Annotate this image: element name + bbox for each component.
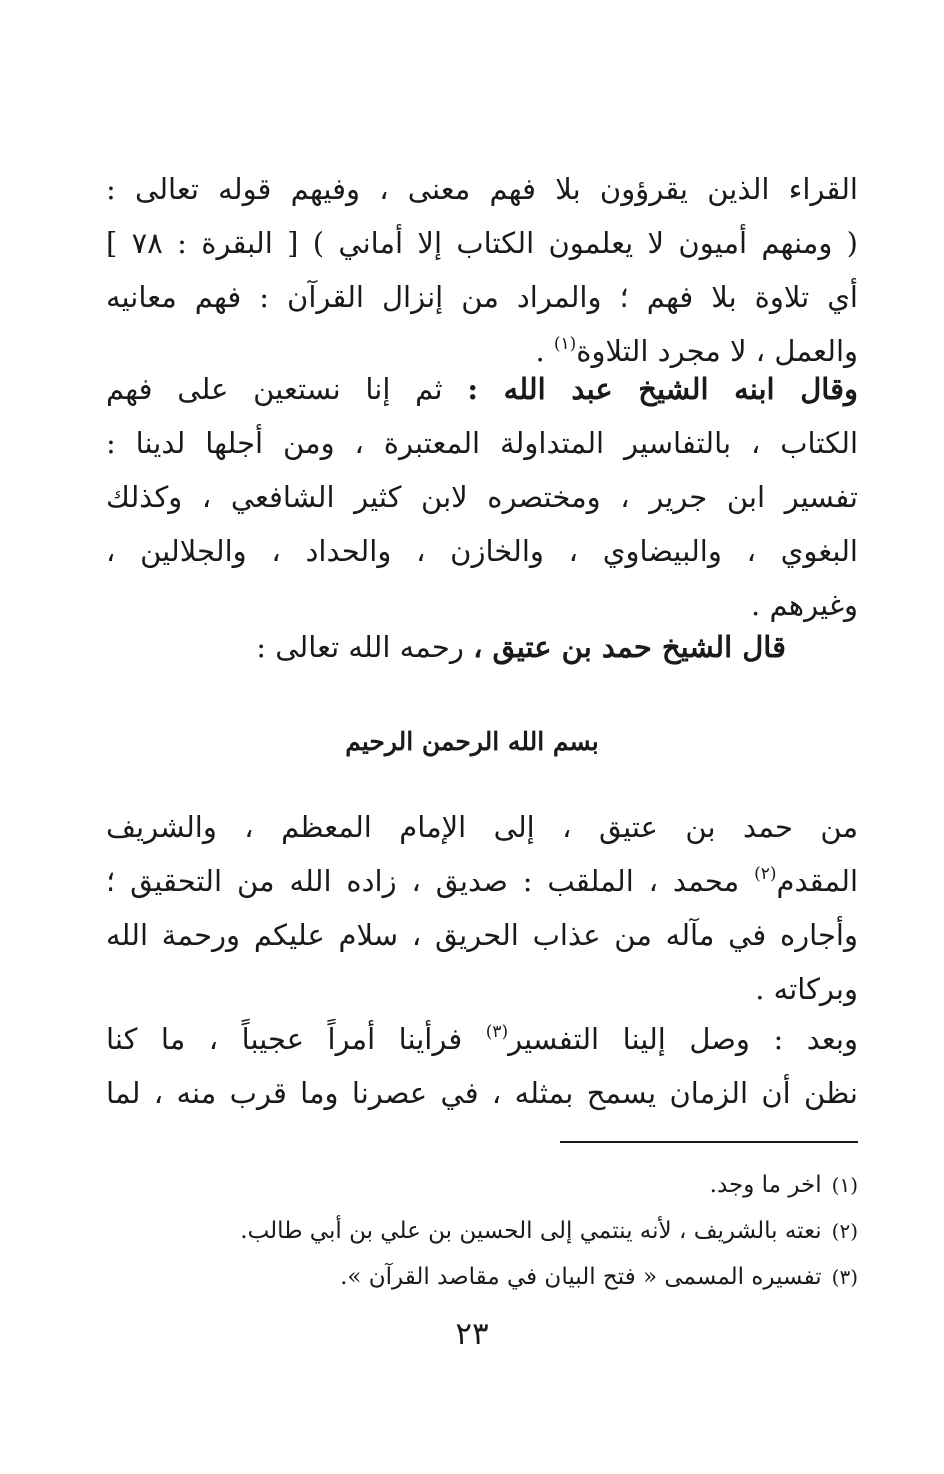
text-line: وبركاته . [755, 972, 858, 1006]
text-fragment: ثم إنا نستعين على فهم [106, 372, 443, 406]
footnote-number: (٣) [831, 1265, 858, 1289]
heading-bold: قال الشيخ حمد بن عتيق ، [473, 630, 786, 664]
text-fragment: محمد ، الملقب : صديق ، زاده الله من التحقيق ؛ [106, 864, 740, 898]
text-line: القراء الذين يقرؤون بلا فهم معنى ، وفيهم قوله تعالى : [106, 172, 858, 206]
footnote-text: نعته بالشريف ، لأنه ينتمي إلى الحسين بن علي بن أبي طالب. [240, 1218, 822, 1244]
text-line: من حمد بن عتيق ، إلى الإمام المعظم ، والشريف [106, 810, 858, 844]
paragraph-quran-understanding [106, 162, 858, 378]
footnote [106, 1208, 858, 1254]
text-line: وأجاره في مآله من عذاب الحريق ، سلام عليكم ورحمة الله [106, 918, 858, 952]
footnote-marker: (٢) [754, 864, 777, 884]
text-fragment: . [535, 334, 545, 368]
text-line [106, 362, 858, 416]
text-line: البغوي ، والبيضاوي ، والخازن ، والحداد ، والجلالين ، [106, 534, 858, 568]
footnote-text: تفسيره المسمى « فتح البيان في مقاصد القرآن ». [340, 1264, 822, 1290]
footnote-text: اخر ما وجد. [709, 1172, 822, 1198]
footnote [106, 1254, 858, 1300]
text-line: ( ومنهم أميون لا يعلمون الكتاب إلا أماني ) [ البقرة : ٧٨ ] [106, 226, 858, 260]
speaker-bold: وقال ابنه الشيخ عبد الله : [467, 372, 858, 406]
footnotes [106, 1162, 858, 1300]
paragraph-letter-body [106, 1012, 858, 1120]
text-line: وغيرهم . [751, 588, 858, 622]
text-line [106, 1012, 858, 1066]
text-fragment: وبعد : وصل إلينا التفسير [508, 1022, 858, 1056]
text-line: تفسير ابن جرير ، ومختصره لابن كثير الشافعي ، وكذلك [106, 480, 858, 514]
text-fragment: والعمل ، لا مجرد التلاوة [576, 334, 858, 368]
section-heading [106, 620, 786, 674]
footnote-number: (١) [831, 1173, 858, 1197]
footnote-divider [560, 1141, 858, 1143]
page-number: ٢٣ [455, 1316, 489, 1352]
heading-rest: رحمه الله تعالى : [256, 630, 464, 664]
basmala-calligraphy: بسم الله الرحمن الرحيم [345, 727, 599, 756]
text-line: نظن أن الزمان يسمح بمثله ، في عصرنا وما قرب منه ، لما [106, 1076, 858, 1110]
text-fragment: فرأينا أمراً عجيباً ، ما كنا [106, 1022, 463, 1056]
paragraph-letter-greeting [106, 800, 858, 1016]
footnote-marker: (٣) [485, 1022, 509, 1042]
text-line: أي تلاوة بلا فهم ؛ والمراد من إنزال القرآن : فهم معانيه [106, 280, 858, 314]
footnote-number: (٢) [831, 1219, 858, 1243]
text-line [106, 854, 858, 908]
text-fragment: المقدم [776, 864, 858, 898]
footnote-marker: (١) [553, 334, 577, 354]
footnote [106, 1162, 858, 1208]
paragraph-abdullah-tafsir [106, 362, 858, 632]
text-line: الكتاب ، بالتفاسير المتداولة المعتبرة ، ومن أجلها لدينا : [106, 426, 858, 460]
